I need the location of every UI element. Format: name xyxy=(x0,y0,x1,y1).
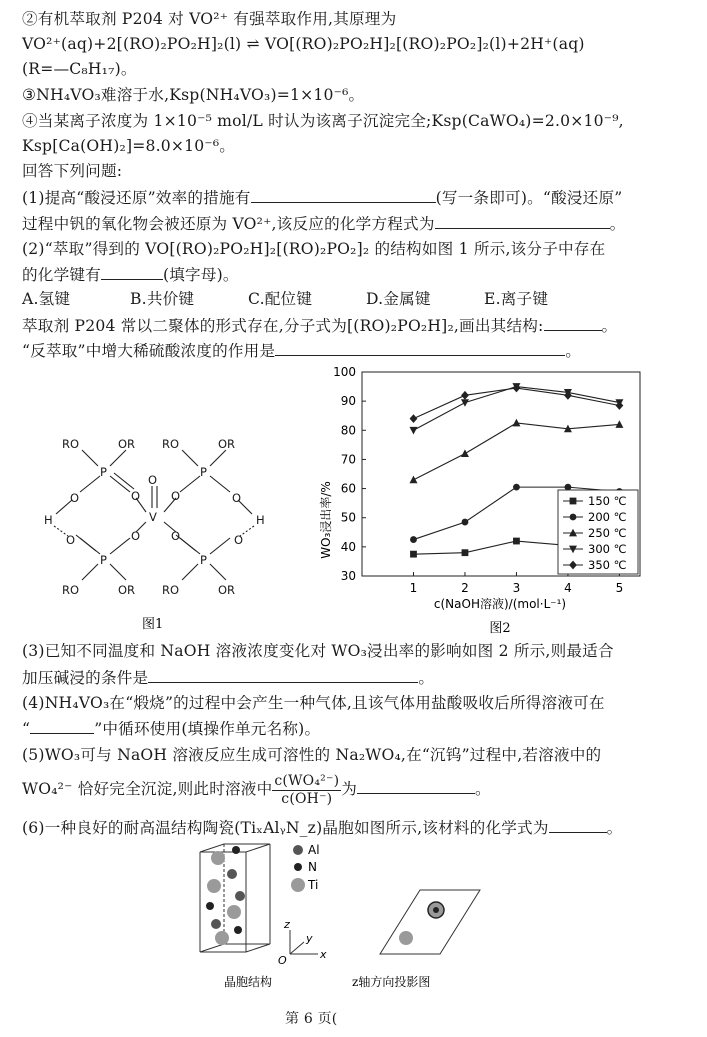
question-2-line4 xyxy=(22,314,617,337)
legend-marker xyxy=(570,498,577,505)
legend-n-marker xyxy=(294,863,302,871)
q1-text-a: (1)提高“酸浸还原”效率的措施有 xyxy=(22,189,251,207)
fig1-ro-3: RO xyxy=(62,583,80,597)
y-tick-label: 40 xyxy=(340,539,356,554)
legend-ti: Ti xyxy=(308,878,319,892)
atom-n xyxy=(232,846,240,854)
line-condition-4: ④当某离子浓度为 1×10⁻⁵ mol/L 时认为该离子沉淀完全;Ksp(CaWO₄)=2.0×10⁻⁹, xyxy=(22,112,624,130)
option-d: D.金属键 xyxy=(366,290,431,308)
series-line xyxy=(413,423,619,480)
chart-y-label: WO₃浸出率/% xyxy=(319,481,333,559)
legend-al-marker xyxy=(293,845,303,855)
data-point xyxy=(409,476,417,484)
q5-frac-den: c(OH⁻) xyxy=(281,790,333,807)
q1-blank-1[interactable] xyxy=(251,186,436,203)
q5-text-b: 为 xyxy=(341,780,358,798)
x-tick-label: 1 xyxy=(409,581,418,595)
x-tick-label: 5 xyxy=(615,581,624,595)
axis-x-label: x xyxy=(320,948,327,961)
data-point xyxy=(512,419,520,427)
figure-1-structure xyxy=(30,420,280,635)
axis-z-label: z xyxy=(284,918,290,931)
chart-x-label: c(NaOH溶液)/(mol·L⁻¹) xyxy=(433,597,567,611)
fig1-o-7: O xyxy=(171,529,181,543)
proj-atom-ti xyxy=(399,931,413,945)
legend-al: Al xyxy=(308,843,320,857)
fig1-or-3: OR xyxy=(118,583,136,597)
y-tick-label: 50 xyxy=(340,510,356,525)
question-4-line2 xyxy=(22,717,320,740)
chart-title: 图2 xyxy=(489,621,511,636)
y-tick-label: 90 xyxy=(340,394,356,409)
atom-n xyxy=(206,902,214,910)
q2-text-e: “反萃取”中增大稀硫酸浓度的作用是 xyxy=(22,342,276,360)
fig1-ro-4: RO xyxy=(162,583,180,597)
legend-label: 350 ℃ xyxy=(588,558,627,572)
fig1-ro-1: RO xyxy=(62,437,80,451)
data-point xyxy=(462,519,469,526)
fig1-ro-2: RO xyxy=(162,437,180,451)
q2-text-b: (填字母)。 xyxy=(162,266,239,284)
legend-label: 150 ℃ xyxy=(588,494,627,508)
data-point xyxy=(513,538,520,545)
fig1-p-1: P xyxy=(100,465,107,479)
question-1-line2 xyxy=(22,212,625,235)
q2-blank-3[interactable] xyxy=(275,339,565,356)
q2-options xyxy=(22,288,548,310)
data-point xyxy=(461,391,469,400)
data-point xyxy=(409,427,417,435)
legend-label: 300 ℃ xyxy=(588,542,627,556)
figure-2-chart xyxy=(300,360,660,640)
q5-frac-num: c(WO₄²⁻) xyxy=(274,772,340,789)
fig1-p-3: P xyxy=(100,553,107,567)
legend-n: N xyxy=(308,860,317,874)
data-point xyxy=(410,551,417,558)
q1-text-d: 。 xyxy=(609,215,626,233)
atom-al xyxy=(227,869,237,879)
proj-atom-center xyxy=(433,907,439,913)
option-e: E.离子键 xyxy=(484,290,549,308)
fig1-o-3: O xyxy=(171,489,181,503)
question-2-line2 xyxy=(22,263,239,286)
fig1-h-1: H xyxy=(44,513,53,527)
data-point xyxy=(513,484,520,491)
fig1-o-2: O xyxy=(131,489,141,503)
y-tick-label: 70 xyxy=(340,452,356,467)
option-a: A.氢键 xyxy=(22,290,71,308)
question-2-line5 xyxy=(22,339,581,362)
fig1-v: V xyxy=(149,510,157,524)
question-4-line1: (4)NH₄VO₃在“煅烧”的过程中会产生一种气体,且该气体用盐酸吸收后所得溶液可在 xyxy=(22,694,605,712)
option-c: C.配位键 xyxy=(248,290,313,308)
answer-heading: 回答下列问题: xyxy=(22,162,123,180)
legend-ti-marker xyxy=(291,878,305,892)
question-5-line1: (5)WO₃可与 NaOH 溶液反应生成可溶性的 Na₂WO₄,在“沉钨”过程中,若溶液中的 xyxy=(22,746,602,764)
q5-text-a: WO₄²⁻ 恰好完全沉淀,则此时溶液中 xyxy=(22,780,273,798)
cell-atoms xyxy=(206,846,245,945)
legend-label: 200 ℃ xyxy=(588,510,627,524)
atom-al xyxy=(235,891,245,901)
atom-ti xyxy=(215,931,229,945)
fig1-o-top: O xyxy=(148,473,158,487)
fig1-p-2: P xyxy=(200,465,207,479)
atom-ti xyxy=(211,851,225,865)
figure-3-crystal xyxy=(180,840,520,1000)
y-tick-label: 30 xyxy=(340,569,356,583)
equation-extraction: VO²⁺(aq)+2[(RO)₂PO₂H]₂(l) ⇌ VO[(RO)₂PO₂H]₂[(RO)₂PO₂]₂(l)+2H⁺(aq) xyxy=(22,35,585,53)
legend-marker xyxy=(570,514,577,521)
q4-text-a: “ xyxy=(22,720,31,738)
fig1-or-1: OR xyxy=(118,437,136,451)
q2-text-a: 的化学键有 xyxy=(22,266,101,284)
question-5-line2 xyxy=(22,770,491,808)
q2-text-f: 。 xyxy=(565,342,582,360)
fig3-caption-right: z轴方向投影图 xyxy=(352,975,431,989)
atom-al xyxy=(211,919,221,929)
option-b: B.共价键 xyxy=(130,290,195,308)
fig1-o-1: O xyxy=(70,491,80,505)
q6-text-a: (6)一种良好的耐高温结构陶瓷(TiₓAlᵧN_z)晶胞如图所示,该材料的化学式为 xyxy=(22,819,549,837)
axis-y-label: y xyxy=(306,932,313,945)
atom-n xyxy=(234,926,242,934)
data-point xyxy=(410,536,417,543)
data-point xyxy=(462,549,469,556)
question-3-line1: (3)已知不同温度和 NaOH 溶液浓度变化对 WO₃浸出率的影响如图 2 所示,则最适合 xyxy=(22,642,614,660)
question-2-line1: (2)“萃取”得到的 VO[(RO)₂PO₂H]₂[(RO)₂PO₂]₂ 的结构如图 1 所示,该分子中存在 xyxy=(22,240,606,258)
fig1-p-4: P xyxy=(200,553,207,567)
data-point xyxy=(461,399,469,407)
line-r-definition: (R=—C₈H₁₇)。 xyxy=(22,60,137,78)
data-point xyxy=(615,420,623,428)
q2-blank-1[interactable] xyxy=(101,263,163,280)
question-6-line1 xyxy=(22,816,622,839)
y-tick-label: 60 xyxy=(340,481,356,496)
q2-text-d: 。 xyxy=(601,317,618,335)
q6-text-b: 。 xyxy=(606,819,623,837)
question-1-line1 xyxy=(22,186,622,209)
line-condition-2: ②有机萃取剂 P204 对 VO²⁺ 有强萃取作用,其原理为 xyxy=(22,10,397,28)
fig3-caption-left: 晶胞结构 xyxy=(224,975,273,989)
fig1-caption: 图1 xyxy=(142,617,164,632)
fig1-or-2: OR xyxy=(218,437,236,451)
q5-fraction xyxy=(272,773,341,808)
q5-text-c: 。 xyxy=(475,780,491,798)
axis-origin-label: O xyxy=(278,954,287,967)
q3-text-b: 。 xyxy=(418,669,435,687)
x-tick-label: 2 xyxy=(461,581,469,595)
x-tick-label: 3 xyxy=(512,581,521,595)
q2-blank-2[interactable] xyxy=(544,314,602,331)
q3-text-a: 加压碱浸的条件是 xyxy=(22,669,149,687)
y-tick-label: 80 xyxy=(340,423,356,438)
page-footer: 第 6 页( xyxy=(285,1011,338,1027)
atom-ti xyxy=(207,879,221,893)
y-tick-label: 100 xyxy=(333,365,356,379)
q4-blank[interactable] xyxy=(30,717,94,734)
q5-blank[interactable] xyxy=(357,777,475,794)
data-point xyxy=(565,484,572,491)
data-point xyxy=(461,449,469,457)
series-2 xyxy=(409,419,623,483)
data-point xyxy=(410,414,418,423)
q1-blank-2[interactable] xyxy=(435,212,610,229)
x-tick-label: 4 xyxy=(564,581,572,595)
q2-text-c: 萃取剂 P204 常以二聚体的形式存在,分子式为[(RO)₂PO₂H]₂,画出其结构: xyxy=(22,317,544,335)
q1-text-c: 过程中钒的氧化物会被还原为 VO²⁺,该反应的化学方程式为 xyxy=(22,215,435,233)
q6-blank[interactable] xyxy=(549,816,607,833)
legend-label: 250 ℃ xyxy=(588,526,627,540)
q4-text-b: ”中循环使用(填操作单元名称)。 xyxy=(94,720,321,738)
fig1-h-2: H xyxy=(256,513,265,527)
line-ksp-caoh2: Ksp[Ca(OH)₂]=8.0×10⁻⁶。 xyxy=(22,137,236,155)
q1-text-b: (写一条即可)。“酸浸还原” xyxy=(435,189,623,207)
fig1-or-4: OR xyxy=(218,583,236,597)
series-4 xyxy=(410,384,624,423)
fig1-o-5: O xyxy=(66,533,76,547)
fig1-o-6: O xyxy=(131,529,141,543)
question-3-line2 xyxy=(22,666,434,689)
projection-rhombus xyxy=(380,890,480,954)
atom-ti xyxy=(227,905,241,919)
q3-blank[interactable] xyxy=(148,666,418,683)
fig1-o-8: O xyxy=(234,533,244,547)
fig1-o-4: O xyxy=(232,491,242,505)
line-condition-3: ③NH₄VO₃难溶于水,Ksp(NH₄VO₃)=1×10⁻⁶。 xyxy=(22,86,365,104)
